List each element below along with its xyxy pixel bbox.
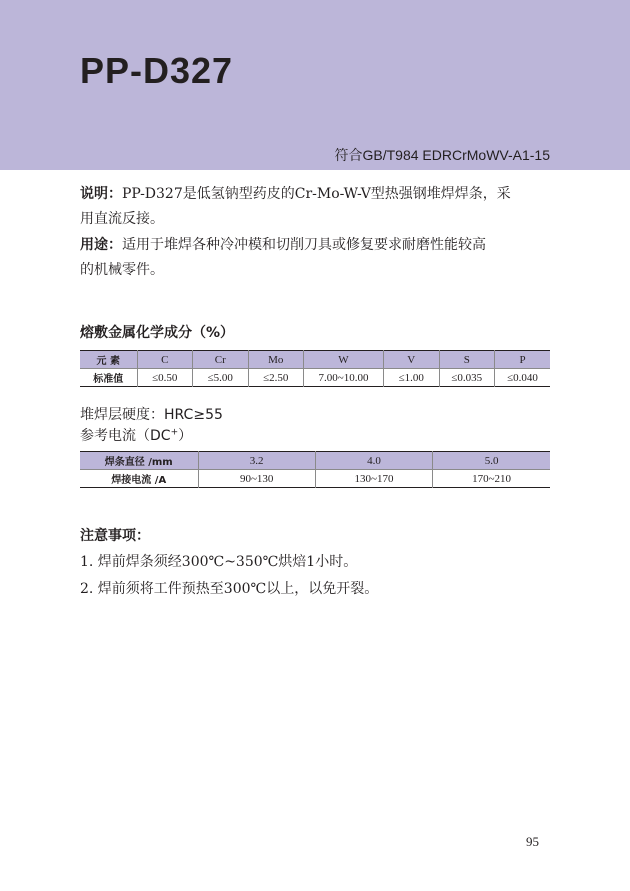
current-title-sup: + [170,427,179,438]
composition-table [80,350,550,387]
current-title-suffix: ） [178,428,193,444]
current-cell: 170~210 [433,470,550,488]
value-cell: 7.00~10.00 [304,369,384,387]
element-cell: V [384,351,440,369]
element-cell: S [439,351,495,369]
current-value-row [80,470,550,488]
description-paragraph [80,182,555,232]
current-cell: 90~130 [198,470,315,488]
diameter-cell: 4.0 [315,452,432,470]
element-cell: W [304,351,384,369]
description-label: 说明： [80,186,122,202]
standard-reference: 符合GB/T984 EDRCrMoWV-A1-15 [334,147,550,163]
hardness-text: 堆焊层硬度：HRC≥55 [80,407,223,423]
usage-label: 用途： [80,237,122,253]
value-cell: ≤0.040 [495,369,551,387]
composition-value-row [80,369,550,387]
current-row-label: 焊接电流 /A [80,470,198,488]
composition-title: 熔敷金属化学成分（%） [80,325,235,341]
element-cell: P [495,351,551,369]
element-cell: C [137,351,193,369]
usage-paragraph [80,233,555,283]
diameter-cell: 5.0 [433,452,550,470]
note-item: 1. 焊前焊条须经300℃~350℃烘焙1小时。 [80,554,358,570]
element-cell: Mo [248,351,304,369]
value-cell: ≤2.50 [248,369,304,387]
value-cell: ≤0.035 [439,369,495,387]
current-header-row [80,452,550,470]
composition-header-label: 元 素 [80,351,137,369]
description-text-line2: 用直流反接。 [80,211,164,227]
current-table [80,451,550,488]
value-cell: ≤0.50 [137,369,193,387]
notes-title: 注意事项： [80,528,150,544]
current-title-prefix: 参考电流（DC [80,428,171,444]
composition-header-row [80,351,550,369]
value-cell: ≤5.00 [193,369,249,387]
element-cell: Cr [193,351,249,369]
current-header-label: 焊条直径 /mm [80,452,198,470]
current-title [80,425,192,445]
description-text-line1: PP-D327是低氢钠型药皮的Cr-Mo-W-V型热强钢堆焊焊条，采 [122,186,511,202]
page-title: PP-D327 [80,50,234,91]
diameter-cell: 3.2 [198,452,315,470]
value-cell: ≤1.00 [384,369,440,387]
usage-text-line1: 适用于堆焊各种冷冲模和切削刀具或修复要求耐磨性能较高 [122,237,486,253]
composition-row-label: 标准值 [80,369,137,387]
note-item: 2. 焊前须将工件预热至300℃以上，以免开裂。 [80,581,379,597]
usage-text-line2: 的机械零件。 [80,262,164,278]
current-cell: 130~170 [315,470,432,488]
page-number: 95 [526,834,539,849]
